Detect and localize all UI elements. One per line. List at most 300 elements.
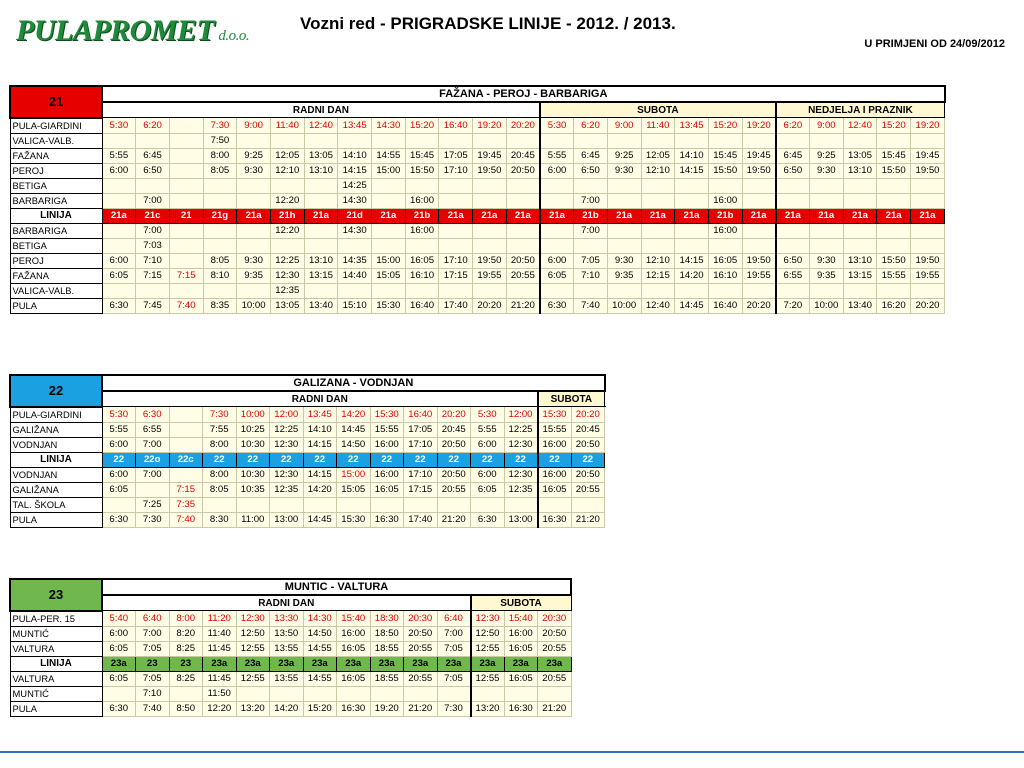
departure-time: 6:00	[471, 437, 505, 452]
line-code: 23	[136, 656, 170, 671]
departure-time	[574, 178, 608, 193]
stop-name: VODNJAN	[10, 437, 102, 452]
departure-time: 12:30	[471, 611, 505, 627]
line-code: 21a	[809, 208, 843, 223]
departure-time	[538, 686, 572, 701]
departure-time: 16:40	[708, 298, 742, 313]
departure-time	[203, 238, 237, 253]
line-code: 23a	[203, 656, 237, 671]
line-code: 21d	[338, 208, 372, 223]
departure-time	[270, 133, 304, 148]
departure-time	[203, 193, 237, 208]
line-code: 21a	[675, 208, 709, 223]
departure-time: 19:55	[742, 268, 776, 283]
departure-time: 13:30	[270, 611, 304, 627]
departure-time: 5:55	[471, 422, 505, 437]
departure-time	[504, 686, 538, 701]
departure-time: 11:40	[203, 626, 237, 641]
departure-time: 8:10	[203, 268, 237, 283]
departure-time	[203, 283, 237, 298]
departure-time: 12:20	[203, 701, 237, 716]
departure-time: 19:50	[473, 253, 507, 268]
departure-time: 20:30	[404, 611, 438, 627]
departure-time: 9:00	[607, 118, 641, 134]
stop-name: VALTURA	[10, 641, 102, 656]
departure-time: 12:50	[471, 626, 505, 641]
departure-time: 15:45	[405, 148, 439, 163]
departure-time	[911, 223, 945, 238]
line-code: 21a	[607, 208, 641, 223]
departure-time: 6:00	[102, 626, 136, 641]
departure-time: 6:30	[102, 701, 136, 716]
departure-time	[809, 193, 843, 208]
departure-time	[169, 223, 203, 238]
departure-time: 7:10	[574, 268, 608, 283]
departure-time: 12:30	[270, 467, 304, 482]
departure-time: 14:15	[303, 467, 337, 482]
line-code: 21a	[473, 208, 507, 223]
departure-time	[237, 223, 271, 238]
departure-time: 12:05	[270, 148, 304, 163]
stop-name: VALICA-VALB.	[10, 133, 102, 148]
departure-time: 8:25	[169, 641, 203, 656]
line-code: 21a	[102, 208, 136, 223]
departure-time	[641, 283, 675, 298]
line-label: LINIJA	[10, 452, 102, 467]
departure-time: 15:05	[372, 268, 406, 283]
departure-time: 16:00	[370, 437, 404, 452]
departure-time	[102, 497, 136, 512]
departure-time: 11:45	[203, 641, 237, 656]
departure-time: 12:00	[504, 407, 538, 423]
departure-time: 15:00	[372, 253, 406, 268]
line-code: 22o	[136, 452, 170, 467]
table-row	[10, 133, 945, 148]
departure-time: 17:40	[404, 512, 438, 527]
pulapromet-logo	[16, 14, 249, 48]
departure-time: 14:50	[337, 437, 371, 452]
departure-time: 6:30	[102, 512, 136, 527]
departure-time: 7:35	[169, 497, 203, 512]
departure-time: 16:00	[370, 467, 404, 482]
table-row	[10, 626, 571, 641]
stop-name: PULA	[10, 701, 102, 716]
departure-time: 15:45	[708, 148, 742, 163]
timetable-line-23	[9, 578, 572, 717]
route-title: MUNTIC - VALTURA	[102, 579, 571, 595]
section-header-subota: SUBOTA	[471, 595, 572, 611]
line-code: 22	[303, 452, 337, 467]
departure-time: 16:10	[708, 268, 742, 283]
departure-time: 20:50	[437, 437, 471, 452]
departure-time	[742, 193, 776, 208]
departure-time: 16:00	[538, 467, 572, 482]
departure-time: 15:20	[877, 118, 911, 134]
departure-time	[708, 133, 742, 148]
departure-time: 7:10	[136, 253, 170, 268]
departure-time	[169, 422, 203, 437]
departure-time	[237, 133, 271, 148]
departure-time	[877, 178, 911, 193]
departure-time	[169, 467, 203, 482]
departure-time: 12:20	[270, 193, 304, 208]
departure-time: 10:00	[236, 407, 270, 423]
line-code: 21a	[742, 208, 776, 223]
departure-time: 16:30	[337, 701, 371, 716]
departure-time	[843, 133, 877, 148]
departure-time: 17:05	[439, 148, 473, 163]
departure-time: 6:40	[136, 611, 170, 627]
departure-time: 6:55	[136, 422, 170, 437]
departure-time: 6:00	[102, 163, 136, 178]
departure-time: 7:50	[203, 133, 237, 148]
departure-time	[473, 223, 507, 238]
departure-time	[136, 178, 170, 193]
departure-time: 16:10	[405, 268, 439, 283]
departure-time	[506, 238, 540, 253]
departure-time: 8:20	[169, 626, 203, 641]
departure-time: 19:50	[742, 253, 776, 268]
departure-time	[236, 497, 270, 512]
departure-time: 7:00	[437, 626, 471, 641]
departure-time: 14:55	[303, 641, 337, 656]
departure-time: 14:10	[675, 148, 709, 163]
stop-name: PULA	[10, 512, 102, 527]
departure-time	[169, 178, 203, 193]
table-row	[10, 467, 605, 482]
departure-time: 7:40	[136, 701, 170, 716]
departure-time	[303, 497, 337, 512]
departure-time: 16:20	[877, 298, 911, 313]
departure-time: 17:10	[404, 437, 438, 452]
departure-time	[641, 223, 675, 238]
departure-time: 6:00	[102, 437, 136, 452]
line-code: 21b	[405, 208, 439, 223]
departure-time: 7:00	[136, 193, 170, 208]
departure-time: 13:45	[338, 118, 372, 134]
table-row	[10, 701, 571, 716]
departure-time	[776, 223, 810, 238]
departure-time: 17:40	[439, 298, 473, 313]
departure-time: 14:55	[372, 148, 406, 163]
departure-time: 12:40	[304, 118, 338, 134]
departure-time: 12:25	[270, 253, 304, 268]
logo-main-text: PULAPROMET	[16, 14, 215, 47]
departure-time	[708, 238, 742, 253]
departure-time: 9:25	[809, 148, 843, 163]
departure-time: 6:05	[102, 671, 136, 686]
departure-time: 15:05	[337, 482, 371, 497]
departure-time: 15:40	[504, 611, 538, 627]
page-bottom-divider	[0, 751, 1024, 753]
departure-time: 20:20	[911, 298, 945, 313]
table-row	[10, 641, 571, 656]
departure-time	[506, 133, 540, 148]
departure-time: 6:20	[574, 118, 608, 134]
departure-time	[237, 178, 271, 193]
departure-time: 11:00	[236, 512, 270, 527]
departure-time: 20:55	[538, 671, 572, 686]
departure-time	[338, 283, 372, 298]
departure-time	[911, 238, 945, 253]
line-code: 22	[236, 452, 270, 467]
departure-time	[675, 283, 709, 298]
departure-time: 13:45	[303, 407, 337, 423]
departure-time: 7:00	[136, 626, 170, 641]
departure-time: 9:30	[237, 163, 271, 178]
departure-time: 13:05	[270, 298, 304, 313]
departure-time	[675, 133, 709, 148]
departure-time: 14:15	[675, 163, 709, 178]
departure-time: 14:25	[338, 178, 372, 193]
table-row	[10, 253, 945, 268]
departure-time: 7:05	[574, 253, 608, 268]
line-code: 23a	[102, 656, 136, 671]
departure-time	[102, 223, 136, 238]
departure-time: 6:20	[776, 118, 810, 134]
departure-time: 19:45	[911, 148, 945, 163]
departure-time: 21:20	[437, 512, 471, 527]
line-code: 21b	[708, 208, 742, 223]
departure-time: 20:55	[404, 671, 438, 686]
line-code: 21a	[372, 208, 406, 223]
departure-time	[102, 133, 136, 148]
departure-time: 12:20	[270, 223, 304, 238]
departure-time: 12:55	[236, 671, 270, 686]
departure-time: 20:50	[571, 437, 605, 452]
departure-time	[809, 178, 843, 193]
departure-time	[439, 223, 473, 238]
departure-time: 16:05	[504, 671, 538, 686]
departure-time: 16:05	[538, 482, 572, 497]
departure-time	[473, 178, 507, 193]
section-header-nedjelja-i-praznik: NEDJELJA I PRAZNIK	[776, 102, 945, 118]
departure-time	[877, 133, 911, 148]
departure-time: 9:25	[237, 148, 271, 163]
line-code: 21a	[843, 208, 877, 223]
departure-time: 19:20	[370, 701, 404, 716]
departure-time	[169, 283, 203, 298]
stop-name: GALIŽANA	[10, 422, 102, 437]
table-row	[10, 163, 945, 178]
departure-time	[504, 497, 538, 512]
departure-time: 16:00	[538, 437, 572, 452]
departure-time	[877, 283, 911, 298]
table-row	[10, 512, 605, 527]
line-code: 22	[504, 452, 538, 467]
departure-time: 14:50	[303, 626, 337, 641]
departure-time	[471, 497, 505, 512]
departure-time: 10:30	[236, 467, 270, 482]
table-row	[10, 611, 571, 627]
departure-time	[102, 238, 136, 253]
departure-time: 7:00	[574, 193, 608, 208]
departure-time: 9:00	[237, 118, 271, 134]
departure-time	[708, 283, 742, 298]
departure-time: 8:05	[203, 253, 237, 268]
departure-time	[102, 686, 136, 701]
departure-time: 12:30	[504, 437, 538, 452]
departure-time: 16:05	[405, 253, 439, 268]
departure-time	[102, 178, 136, 193]
departure-time: 20:55	[538, 641, 572, 656]
departure-time	[809, 283, 843, 298]
departure-time: 10:35	[236, 482, 270, 497]
departure-time: 15:30	[370, 407, 404, 423]
departure-time: 13:05	[304, 148, 338, 163]
departure-time: 9:35	[607, 268, 641, 283]
departure-time	[776, 283, 810, 298]
stop-name: BARBARIGA	[10, 193, 102, 208]
departure-time	[675, 238, 709, 253]
departure-time: 17:10	[439, 253, 473, 268]
departure-time: 13:20	[236, 701, 270, 716]
line-code: 22	[404, 452, 438, 467]
departure-time: 10:00	[607, 298, 641, 313]
departure-time: 12:40	[641, 298, 675, 313]
departure-time: 12:10	[641, 163, 675, 178]
departure-time: 20:55	[571, 482, 605, 497]
departure-time: 19:45	[742, 148, 776, 163]
stop-name: VALTURA	[10, 671, 102, 686]
departure-time	[337, 686, 371, 701]
departure-time: 15:30	[337, 512, 371, 527]
departure-time: 6:00	[471, 467, 505, 482]
departure-time	[708, 178, 742, 193]
departure-time	[540, 178, 574, 193]
stop-name: MUNTIĆ	[10, 686, 102, 701]
departure-time	[337, 497, 371, 512]
departure-time	[372, 178, 406, 193]
departure-time: 6:05	[102, 268, 136, 283]
table-row	[10, 283, 945, 298]
departure-time	[877, 193, 911, 208]
departure-time: 14:15	[303, 437, 337, 452]
departure-time: 10:00	[237, 298, 271, 313]
departure-time: 9:30	[607, 253, 641, 268]
departure-time: 6:45	[136, 148, 170, 163]
departure-time: 16:40	[405, 298, 439, 313]
departure-time: 16:05	[337, 641, 371, 656]
departure-time: 7:40	[169, 298, 203, 313]
departure-time: 14:30	[372, 118, 406, 134]
departure-time: 13:40	[843, 298, 877, 313]
line-code: 23	[169, 656, 203, 671]
departure-time	[304, 283, 338, 298]
departure-time: 13:10	[843, 253, 877, 268]
departure-time: 12:05	[641, 148, 675, 163]
departure-time: 5:40	[102, 611, 136, 627]
departure-time	[607, 178, 641, 193]
departure-time: 7:30	[437, 701, 471, 716]
departure-time: 11:20	[203, 611, 237, 627]
departure-time: 19:20	[742, 118, 776, 134]
departure-time: 18:50	[370, 626, 404, 641]
departure-time	[540, 223, 574, 238]
departure-time: 12:35	[270, 283, 304, 298]
line-code: 23a	[236, 656, 270, 671]
departure-time	[843, 193, 877, 208]
departure-time: 7:15	[169, 268, 203, 283]
table-row	[10, 671, 571, 686]
departure-time: 14:20	[270, 701, 304, 716]
departure-time: 15:30	[538, 407, 572, 423]
departure-time	[540, 133, 574, 148]
departure-time: 15:55	[370, 422, 404, 437]
line-code: 22	[337, 452, 371, 467]
departure-time	[607, 223, 641, 238]
departure-time: 8:35	[203, 298, 237, 313]
departure-time: 15:20	[405, 118, 439, 134]
departure-time: 12:30	[270, 437, 304, 452]
departure-time: 5:30	[102, 407, 136, 423]
table-row	[10, 193, 945, 208]
departure-time: 14:30	[338, 223, 372, 238]
departure-time	[877, 238, 911, 253]
departure-time: 15:55	[538, 422, 572, 437]
departure-time: 7:05	[136, 641, 170, 656]
departure-time	[136, 283, 170, 298]
departure-time: 19:55	[473, 268, 507, 283]
departure-time: 8:05	[203, 482, 237, 497]
departure-time	[776, 178, 810, 193]
line-code: 22	[471, 452, 505, 467]
departure-time: 13:55	[270, 641, 304, 656]
departure-time	[203, 178, 237, 193]
departure-time: 12:15	[641, 268, 675, 283]
departure-time: 9:00	[809, 118, 843, 134]
departure-time	[911, 178, 945, 193]
departure-time: 17:15	[439, 268, 473, 283]
departure-time: 6:55	[776, 268, 810, 283]
departure-time: 15:20	[708, 118, 742, 134]
departure-time: 8:25	[169, 671, 203, 686]
departure-time: 15:50	[877, 253, 911, 268]
departure-time: 16:40	[404, 407, 438, 423]
departure-time	[506, 283, 540, 298]
departure-time: 6:30	[102, 298, 136, 313]
departure-time	[169, 686, 203, 701]
line-code: 22	[270, 452, 304, 467]
departure-time: 7:10	[136, 686, 170, 701]
departure-time: 6:50	[776, 253, 810, 268]
departure-time	[270, 238, 304, 253]
table-row	[10, 298, 945, 313]
departure-time	[877, 223, 911, 238]
departure-time: 17:10	[439, 163, 473, 178]
departure-time: 5:30	[540, 118, 574, 134]
departure-time	[405, 283, 439, 298]
departure-time	[102, 283, 136, 298]
departure-time: 6:30	[136, 407, 170, 423]
departure-time: 21:20	[538, 701, 572, 716]
departure-time: 14:45	[675, 298, 709, 313]
departure-time	[471, 686, 505, 701]
departure-time	[506, 223, 540, 238]
departure-time	[675, 178, 709, 193]
departure-time	[437, 686, 471, 701]
departure-time	[169, 133, 203, 148]
departure-time: 13:00	[504, 512, 538, 527]
departure-time	[102, 193, 136, 208]
table-row	[10, 422, 605, 437]
section-header-subota: SUBOTA	[538, 391, 605, 407]
table-row	[10, 223, 945, 238]
departure-time: 7:05	[136, 671, 170, 686]
departure-time	[203, 223, 237, 238]
line-code: 21g	[203, 208, 237, 223]
table-row	[10, 407, 605, 423]
